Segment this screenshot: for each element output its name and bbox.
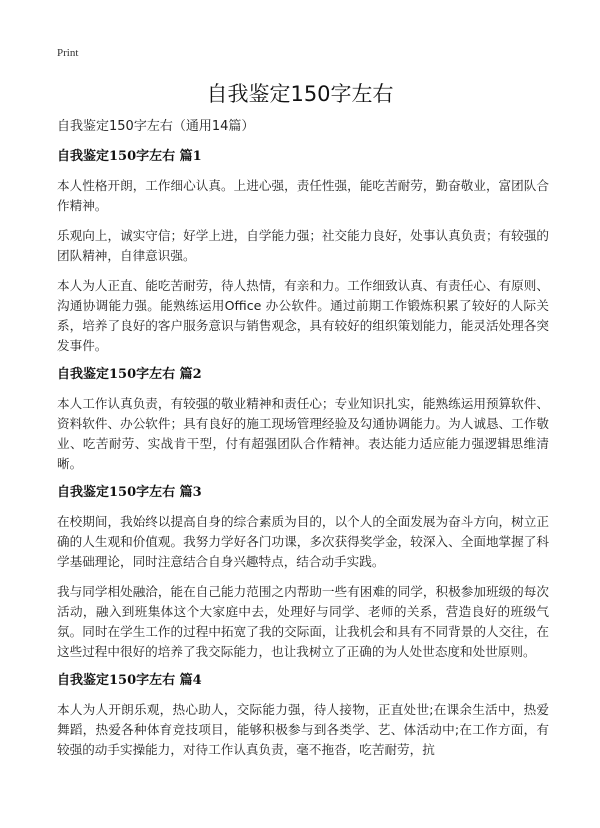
section-heading: 自我鉴定150字左右 篇1 (57, 149, 202, 164)
section-4 (57, 672, 549, 760)
section-2 (57, 366, 549, 474)
paragraph: 本人为人开朗乐观，热心助人，交际能力强，待人接物，正直处世;在课余生活中，热爱舞蹈，热爱各种体育竞技项目，能够积极参与到各类学、艺、体活动中;在工作方面，有较强的动手实操能力，对待工作认真负责，毫不拖沓，吃苦耐劳，抗 (57, 702, 549, 757)
section-heading: 自我鉴定150字左右 篇4 (57, 673, 202, 688)
print-link[interactable]: Print (57, 47, 79, 59)
paragraph: 本人性格开朗，工作细心认真。上进心强，责任性强，能吃苦耐劳，勤奋敬业，富团队合作精神。 (57, 178, 549, 213)
page-title: 自我鉴定150字左右 (206, 82, 394, 106)
section-heading: 自我鉴定150字左右 篇3 (57, 485, 202, 500)
document-subtitle: 自我鉴定150字左右（通用14篇） (57, 119, 255, 134)
paragraph: 本人为人正直、能吃苦耐劳，待人热情，有亲和力。工作细致认真、有责任心、有原则、沟通协调能力强。能熟练运用Office 办公软件。通过前期工作锻炼积累了较好的人际关系，培养了良好的客户服务意识与销售观念，具有较好的组织策划能力，能灵活处理各突发事件。 (57, 278, 549, 353)
paragraph: 我与同学相处融洽，能在自己能力范围之内帮助一些有困难的同学，积极参加班级的每次活动，融入到班集体这个大家庭中去，处理好与同学、老师的关系，营造良好的班级气氛。同时在学生工作的过程中拓宽了我的交际面，让我机会和具有不同背景的人交往，在这些过程中很好的培养了我交际能力，也让我树立了正确的为人处世态度和处世原则。 (57, 584, 549, 659)
paragraph: 本人工作认真负责，有较强的敬业精神和责任心；专业知识扎实，能熟练运用预算软件、资料软件、办公软件；具有良好的施工现场管理经验及勾通协调能力。为人诚恳、工作敬业、吃苦耐劳、实战肯干型，付有超强团队合作精神。表达能力适应能力强逻辑思维清晰。 (57, 396, 549, 471)
section-3 (57, 484, 549, 662)
paragraph: 乐观向上，诚实守信；好学上进，自学能力强；社交能力良好，处事认真负责；有较强的团队精神，自律意识强。 (57, 228, 549, 263)
paragraph: 在校期间，我始终以提高自身的综合素质为目的，以个人的全面发展为奋斗方向，树立正确的人生观和价值观。我努力学好各门功课，多次获得奖学金，较深入、全面地掌握了科学基础理论，同时注意结合自身兴趣特点，结合动手实践。 (57, 514, 549, 569)
section-1 (57, 148, 549, 356)
section-heading: 自我鉴定150字左右 篇2 (57, 367, 202, 382)
document-body (57, 118, 549, 770)
